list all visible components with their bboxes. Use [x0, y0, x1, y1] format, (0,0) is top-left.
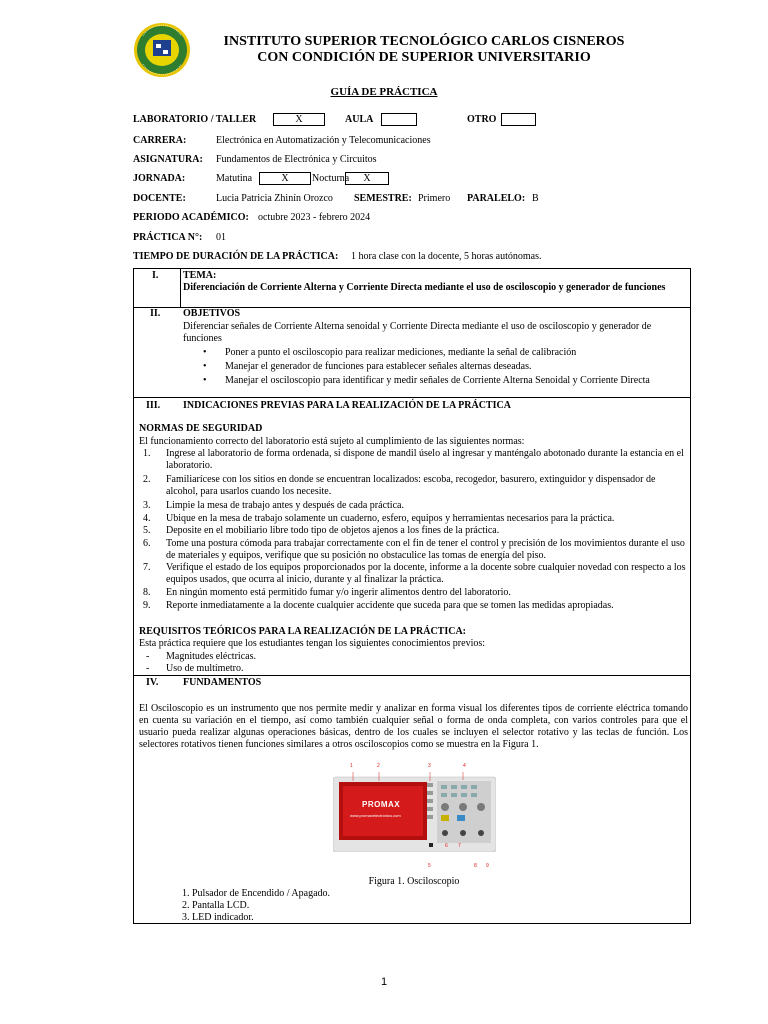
- norma-number: 6.: [143, 538, 151, 549]
- dash-marker: -: [146, 651, 150, 662]
- norma-text: Ubique en la mesa de trabajo solamente un cuaderno, esfero, equipos y herramientas necesarios para la práctica.: [166, 513, 615, 524]
- norma-text: Tome una postura cómoda para trabajar correctamente con el fin de tener el control y precisión de los movimientos durante el uso de materiales y equipos, verifique que su posición no obstaculice las tomas de energía del piso.: [166, 538, 685, 561]
- requisitos-intro: Esta práctica requiere que los estudiantes tengan los siguientes conocimientos previos:: [139, 638, 486, 649]
- page-number: 1: [380, 976, 388, 988]
- objective-item: Manejar el generador de funciones para establecer señales alternas deseadas.: [225, 361, 532, 372]
- institute-seal-logo: [133, 22, 191, 78]
- requisito-item: Uso de multímetro.: [166, 663, 244, 674]
- norma-text: Ingrese al laboratorio de forma ordenada, si dispone de mandil úselo al ingresar y manténgalo abotonado durante la estancia en el laboratorio.: [166, 448, 684, 471]
- bullet-icon: •: [203, 375, 207, 386]
- norma-number: 2.: [143, 474, 151, 485]
- institute-name-line2: CON CONDICIÓN DE SUPERIOR UNIVERSITARIO: [257, 50, 591, 65]
- practica-value: 01: [216, 232, 226, 243]
- norma-number: 5.: [143, 525, 151, 536]
- carrera-value: Electrónica en Automatización y Telecomunicaciones: [216, 135, 431, 146]
- docente-value: Lucia Patricia Zhinín Orozco: [216, 193, 333, 204]
- norma-text: Verifique el estado de los equipos proporcionados por la docente, informe a la docente sobre cualquier novedad con respecto a los equipos usados, que ocurra al inicio, durante y al finalizar la práctica.: [166, 562, 686, 585]
- part-item: 3. LED indicador.: [182, 912, 254, 923]
- semestre-value: Primero: [418, 193, 451, 204]
- aula-label: AULA: [345, 114, 374, 125]
- fundamentos-text: El Osciloscopio es un instrumento que nos permite medir y analizar en forma visual los diferentes tipos de corriente eléctrica tomando en cuenta su variación en el tiempo, así como también cualquier señal o forma de onda completa, con varios controles para que el usuario pueda realizar algunas operaciones básicas, dentro de los cuales se incluyen el selector rotativo y las teclas de función. Los selectores rotativos tienen funciones similares a otros osciloscopios como se muestra en la Figura 1.: [139, 703, 688, 750]
- figure-caption: Figura 1. Osciloscopio: [368, 876, 460, 887]
- norma-number: 4.: [143, 513, 151, 524]
- norma-text: En ningún momento está permitido fumar y/o ingerir alimentos dentro del laboratorio.: [166, 587, 511, 598]
- tema-title: TEMA:: [183, 270, 217, 281]
- institute-name-line1: INSTITUTO SUPERIOR TECNOLÓGICO CARLOS CISNEROS: [223, 34, 625, 49]
- norma-number: 9.: [143, 600, 151, 611]
- callout-label: 4: [463, 763, 466, 769]
- brand-label: PROMAX: [362, 800, 401, 809]
- bullet-icon: •: [203, 347, 207, 358]
- callout-label: 6: [445, 843, 448, 849]
- otro-label: OTRO: [467, 114, 497, 125]
- indicaciones-title: INDICACIONES PREVIAS PARA LA REALIZACIÓN DE LA PRÁCTICA: [183, 400, 511, 411]
- norma-text: Limpie la mesa de trabajo antes y después de cada práctica.: [166, 500, 404, 511]
- callout-label: 7: [458, 843, 461, 849]
- norma-text: Reporte inmediatamente a la docente cualquier accidente que suceda para que se tomen las medidas apropiadas.: [166, 600, 614, 611]
- callout-label: 9: [486, 863, 489, 869]
- asignatura-value: Fundamentos de Electrónica y Circuitos: [216, 154, 377, 165]
- tema-number: I.: [152, 270, 159, 281]
- requisito-item: Magnitudes eléctricas.: [166, 651, 256, 662]
- docente-label: DOCENTE:: [133, 193, 186, 204]
- tiempo-value: 1 hora clase con la docente, 5 horas autónomas.: [351, 251, 542, 262]
- callout-label: 1: [350, 763, 353, 769]
- lab-checkbox: X: [273, 113, 325, 126]
- callout-label: 8: [474, 863, 477, 869]
- jornada-label: JORNADA:: [133, 173, 186, 184]
- nocturna-checkbox: X: [345, 172, 389, 185]
- divider: [180, 268, 181, 307]
- normas-title: NORMAS DE SEGURIDAD: [139, 423, 263, 434]
- dash-marker: -: [146, 663, 150, 674]
- paralelo-value: B: [532, 193, 539, 204]
- bullet-icon: •: [203, 361, 207, 372]
- aula-checkbox: [381, 113, 417, 126]
- norma-number: 8.: [143, 587, 151, 598]
- objective-item: Poner a punto el osciloscopio para realizar mediciones, mediante la señal de calibración: [225, 347, 577, 358]
- fundamentos-number: IV.: [146, 677, 159, 688]
- part-item: 1. Pulsador de Encendido / Apagado.: [182, 888, 331, 899]
- lab-label: LABORATORIO / TALLER: [133, 114, 257, 125]
- norma-number: 1.: [143, 448, 151, 459]
- normas-intro: El funcionamiento correcto del laboratorio está sujeto al cumplimiento de las siguientes normas:: [139, 436, 525, 447]
- matutina-checkbox: X: [259, 172, 311, 185]
- guide-title: GUÍA DE PRÁCTICA: [330, 86, 438, 98]
- divider: [133, 397, 691, 398]
- fundamentos-title: FUNDAMENTOS: [183, 677, 262, 688]
- practica-label: PRÁCTICA N°:: [133, 232, 203, 243]
- norma-number: 3.: [143, 500, 151, 511]
- brand-url: www.promaxelectronics.com: [350, 813, 401, 818]
- objetivos-title: OBJETIVOS: [183, 308, 241, 319]
- otro-checkbox: [501, 113, 536, 126]
- divider: [133, 675, 691, 676]
- norma-text: Deposite en el mobiliario libre todo tipo de objetos ajenos a los fines de la práctica.: [166, 525, 500, 536]
- norma-number: 7.: [143, 562, 151, 573]
- tiempo-label: TIEMPO DE DURACIÓN DE LA PRÁCTICA:: [133, 251, 339, 262]
- carrera-label: CARRERA:: [133, 135, 187, 146]
- jornada-nocturna: Nocturna: [312, 173, 350, 184]
- indicaciones-number: III.: [146, 400, 161, 411]
- callout-label: 5: [428, 863, 431, 869]
- callout-label: 3: [428, 763, 431, 769]
- objetivos-text: Diferenciar señales de Corriente Alterna senoidal y Corriente Directa mediante el uso de osciloscopio y generador de funciones: [183, 321, 652, 344]
- paralelo-label: PARALELO:: [467, 193, 526, 204]
- objective-item: Manejar el osciloscopio para identificar y medir señales de Corriente Alterna Senoidal y Corriente Directa: [225, 375, 650, 386]
- norma-text: Familiarícese con los sitios en donde se encuentran localizados: escoba, recogedor, basurero, extinguidor y dispensador de alcohol, para usarlos cuando los necesite.: [166, 474, 656, 497]
- part-item: 2. Pantalla LCD.: [182, 900, 250, 911]
- oscilloscope-figure: [333, 771, 496, 852]
- tema-text: Diferenciación de Corriente Alterna y Corriente Directa mediante el uso de osciloscopio y generador de funciones: [183, 282, 666, 293]
- asignatura-label: ASIGNATURA:: [133, 154, 203, 165]
- periodo-label: PERIODO ACADÉMICO:: [133, 212, 249, 223]
- objetivos-number: II.: [150, 308, 161, 319]
- semestre-label: SEMESTRE:: [354, 193, 412, 204]
- callout-label: 2: [377, 763, 380, 769]
- periodo-value: octubre 2023 - febrero 2024: [258, 212, 371, 223]
- jornada-matutina: Matutina: [216, 173, 253, 184]
- requisitos-title: REQUISITOS TEÓRICOS PARA LA REALIZACIÓN DE LA PRÁCTICA:: [139, 626, 467, 637]
